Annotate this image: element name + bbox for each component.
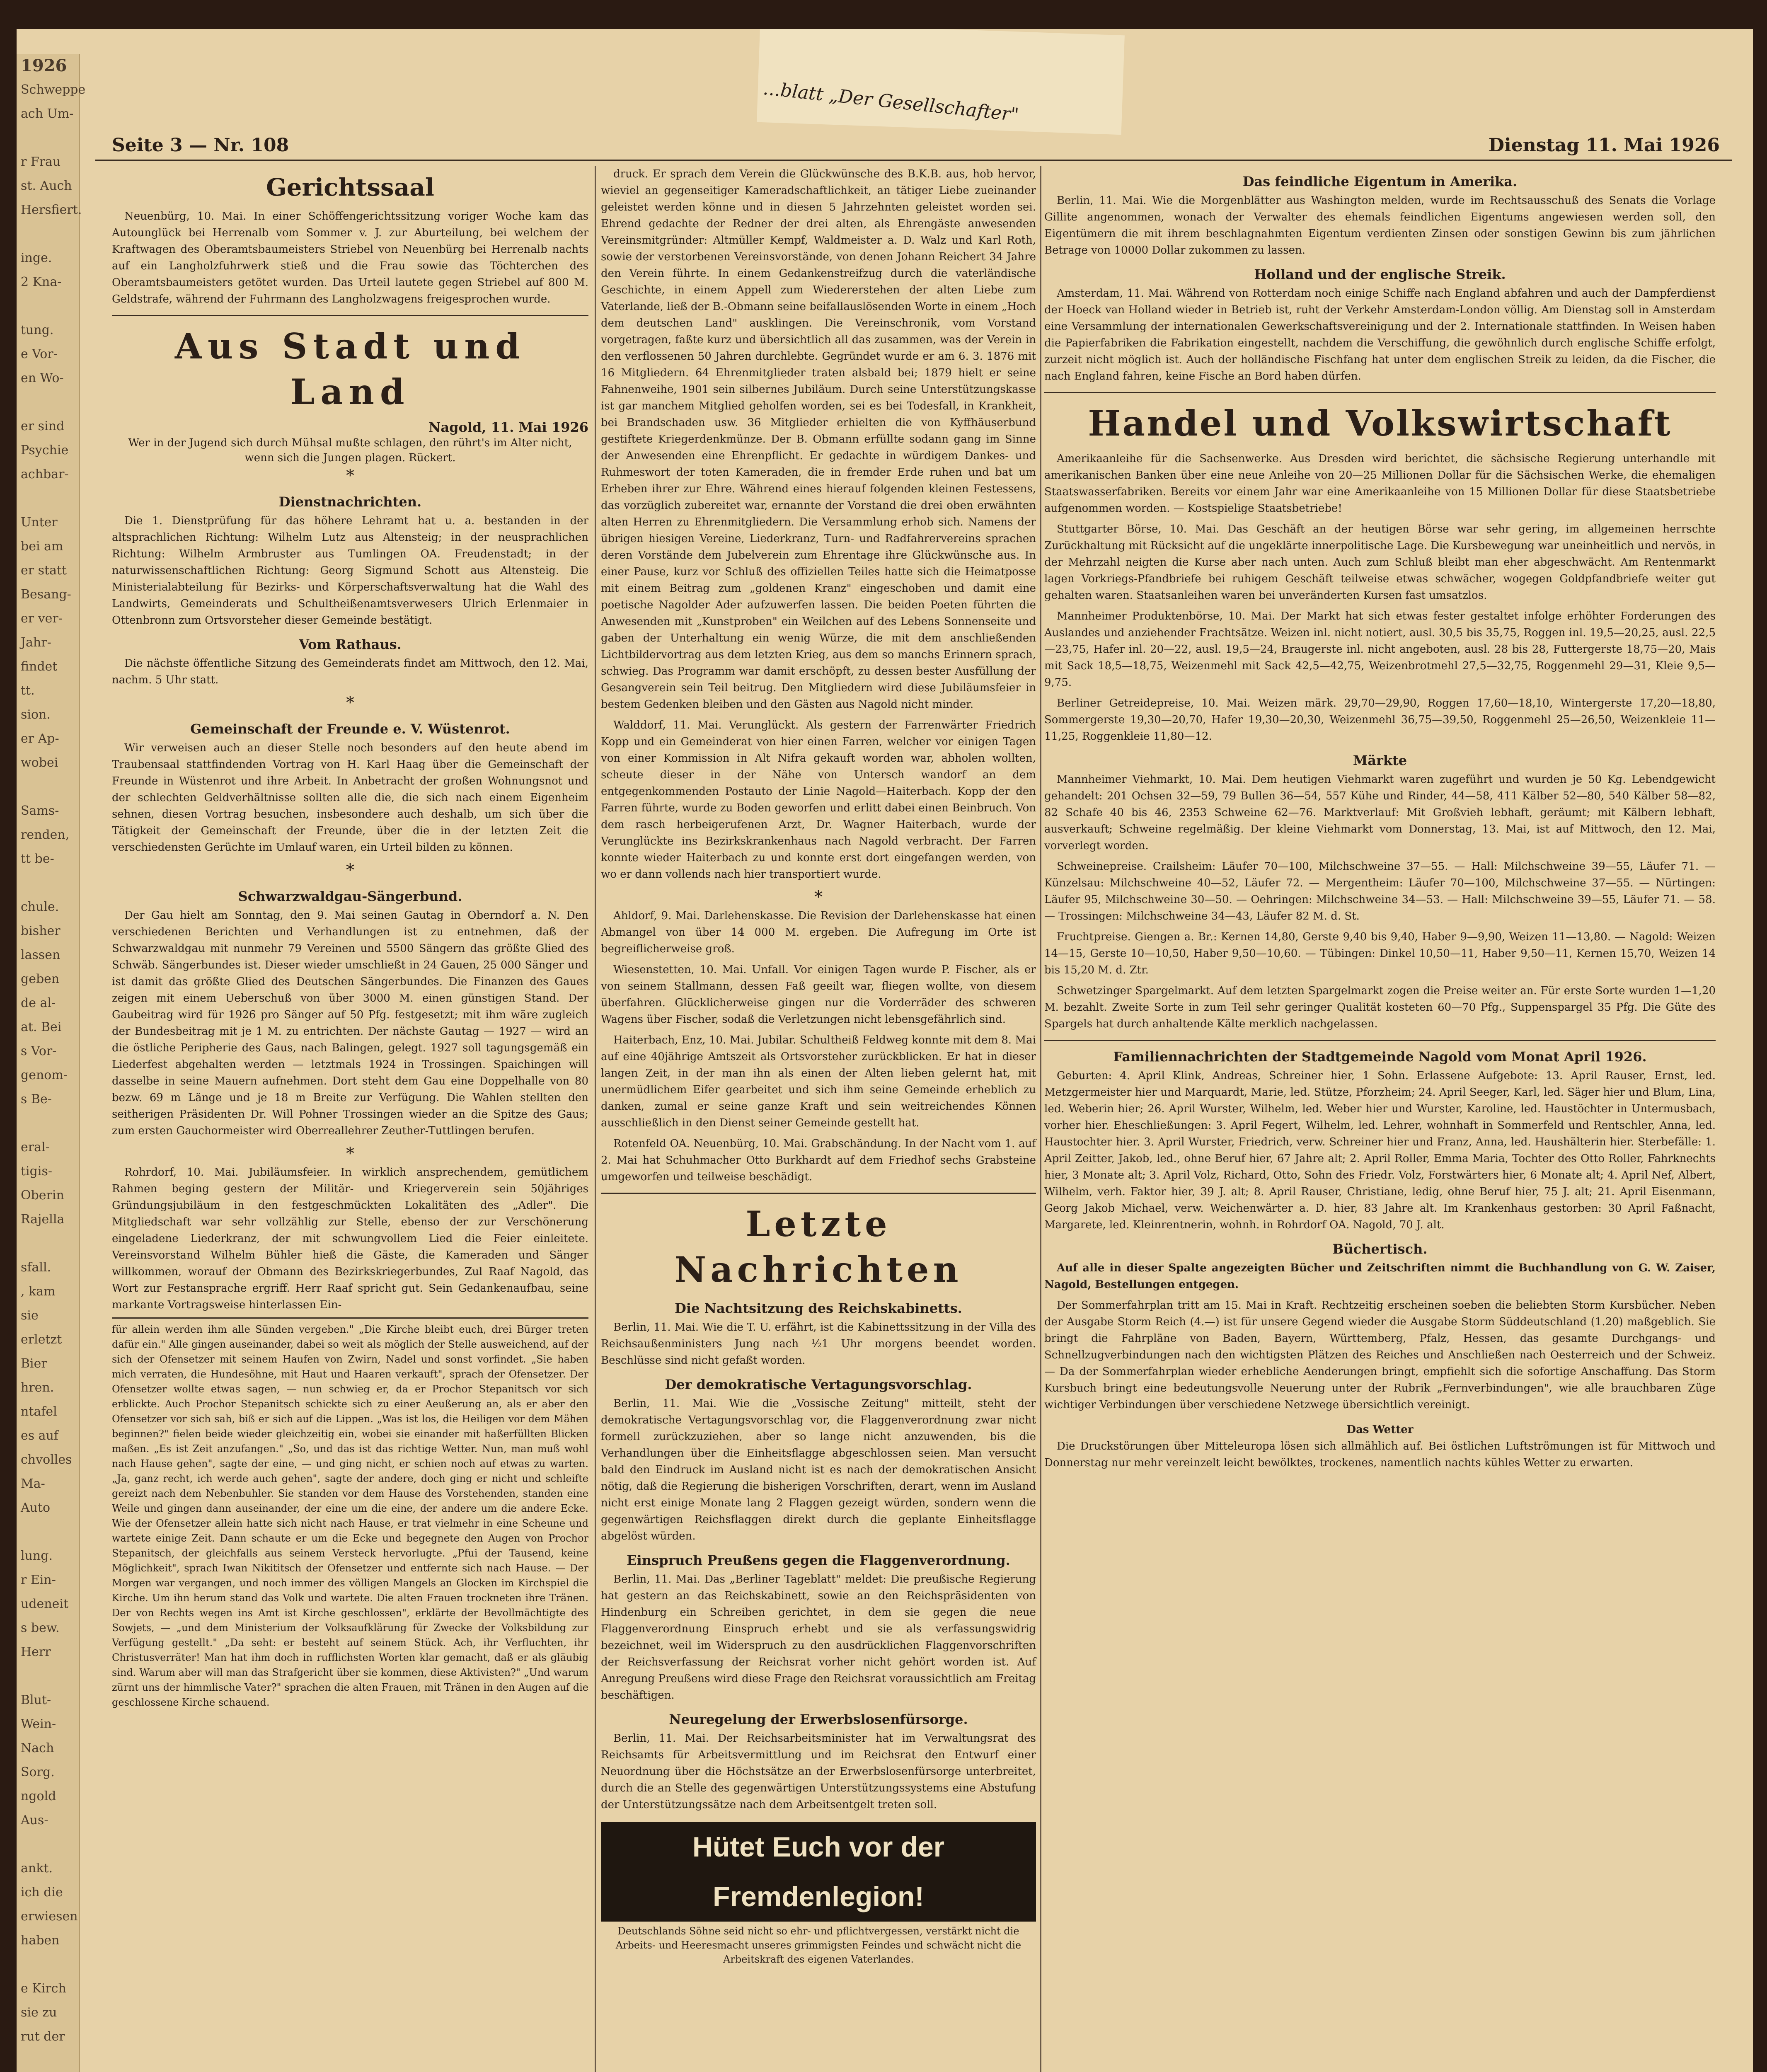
column-rule [1040,166,1041,2072]
article-text: Mannheimer Produktenbörse, 10. Mai. Der Markt hat sich etwas fester gestaltet infolge erhöhter Forderungen des Auslandes und anziehender Frachtsätze. Weizen inl. nicht notiert, ausl. 30,5 bis 35,75, Roggen inl. 19,5—20,25, ausl. 22,5—23,75, Hafer inl. 20—22, ausl. 19,5—24, Braugerste inl. nicht angeboten, ausl. 28 bis 28, Futtergerste 18,75—20, Mais mit Sack 18,5—18,75, Weizenmehl mit Sack 42,5—42,75, Weizenbrotmehl 27,5—32,75, Roggenmehl 29—31, Kleie 9,5—9,75. [1044,610,1716,689]
strip-line [21,1664,79,1688]
separator-star: * [346,693,354,712]
strip-line: chvolles [21,1452,72,1467]
strip-line: er statt [21,563,67,578]
strip-line: Unter [21,515,58,530]
strip-line: sfall. [21,1260,51,1275]
strip-line: Aus- [21,1813,48,1828]
strip-line: Auto [21,1501,51,1515]
strip-line: Ma- [21,1477,45,1491]
banner-text: Deutschlands Söhne seid nicht so ehr- und pflichtvergessen, verstärkt nicht die Arbeits- und Heeresmacht unseres grimmigsten Feindes und schwächt nicht die Arbeitskraft des eigenen Vaterlandes. [615,1925,1021,1965]
article-text: Neuenbürg, 10. Mai. In einer Schöffengerichtssitzung voriger Woche kam das Autounglück bei Herrenalb vom Sommer v. J. zur Aburteilung, bei welchem der Kraftwagen des Oberamtsbaumeisters Striebel von Neuenbürg bei Herrenalb nachts auf ein Langholzfuhrwerk stieß und die Frau sowie das Töchterchen des Oberamtsbaumeisters getötet wurden. Das Urteil lautete gegen Striebel auf 800 M. Geldstrafe, während der Fuhrmann des Langholzwagens freigesprochen wurde. [112,210,588,305]
strip-line: genom- [21,1068,68,1082]
strip-line: Jahr- [21,635,51,650]
strip-line [21,294,79,318]
strip-line: er ver- [21,611,63,626]
strip-line: Oberin [21,1188,64,1203]
article-text: Ahldorf, 9. Mai. Darlehenskasse. Die Revision der Darlehenskasse hat einen Abmangel von über 14 000 M. ergeben. Die Aufregung im Orte ist begreiflicherweise groß. [601,910,1036,955]
strip-line: sie [21,1308,39,1323]
headline: Büchertisch. [1332,1241,1428,1257]
strip-line: erletzt [21,1332,62,1347]
divider [1044,1040,1716,1041]
headline: Einspruch Preußens gegen die Flaggenverordnung. [627,1552,1010,1568]
headline: Vom Rathaus. [299,637,402,652]
section-title-gerichtssaal: Gerichtssaal [266,173,434,201]
strip-line: erwiesen [21,1909,78,1924]
headline: Gemeinschaft der Freunde e. V. Wüstenrot. [190,721,510,737]
article-text: Wiesenstetten, 10. Mai. Unfall. Vor einigen Tagen wurde P. Fischer, als er von seinem Stallmann, dessen Faß geeilt war, fliegen wollte, von diesem überfahren. Glücklicherweise gingen nur die Vorderräder des schweren Wagens über Fischer, sodaß die Verletzungen nicht lebensgefährlich sind. [601,963,1036,1026]
article-text: Stuttgarter Börse, 10. Mai. Das Geschäft an der heutigen Börse war sehr gering, im allgemeinen herrschte Zurückhaltung mit Rücksicht auf die ungeklärte innerpolitische Lage. Die Kursbewegung war uneinheitlich und nervös, in der Mehrzahl neigten die Kurse aber nach unten. Auch zum Schluß bleibt man eher abgeschwächt. Am Rentenmarkt lagen Vorkriegs-Pfandbriefe bei ruhigem Geschäft teilweise etwas schwächer, wogegen Goldpfandbriefe weiter gut gehalten waren. Staatsanleihen waren bei unveränderten Kursen fast umsatzlos. [1044,523,1716,602]
serial-story: für allein werden ihm alle Sünden vergeben." „Die Kirche bleibt euch, drei Bürger treten dafür ein." Alle gingen auseinander, dabei so weit als möglich der Stelle ausweichend, auf der sich der Ofensetzer mit seinem Haufen von Zwirn, Nadel und sonst vorfindet. „Sie haben mich verraten, die Hundesöhne, mit Haut und Haaren verkauft", sprach der Ofensetzer. Der Ofensetzer wollte etwas sagen, — nun schwieg er, da er Prochor Stepanitsch vor sich erblickte. Auch Prochor Stepanitsch schickte sich zu einer Aeußerung an, als er aber den Ofensetzer vor sich sah, biß er sich auf die Lippen. „Was ist los, die Heiligen vor dem Mähen beginnen?" fielen beide wieder gleichzeitig ein, wobei sie einander mit haßerfüllten Blicken maßen. „Es ist Zeit anzufangen." „So, und das ist das richtige Wetter. Nun, man muß wohl nach Hause gehen", sagte der eine, — und ging nicht, er schien noch auf etwas zu warten. „Ja, ganz recht, ich werde auch gehen", sagte der andere, doch ging er nicht und schleifte gereizt nach dem Nebenbuhler. Sie standen vor dem Hause des Vorstehenden, standen eine Weile und gingen dann auseinander, der eine um die eine, der andere um die andere Ecke. Wie der Ofensetzer allein hatte sich nicht nach Hause, er trat vielmehr in eine Scheune und wartete einige Zeit. Dann schaute er um die Ecke und begegnete den Augen von Prochor Stepanitsch, der gleichfalls aus seinem Versteck hervorlugte. „Pfui der Tausend, keine Möglichkeit", sprach Iwan Nikititsch der Ofensetzer und entfernte sich nach Hause. — Der Morgen war vergangen, und noch immer des völligen Mangels an Glocken im Kirchspiel die Kirche. Um ihn herum stand das Volk und wartete. Die alten Frauen trockneten ihre Tränen. Der von Rechts wegen ins Amt ist Kirche geschlossen", erklärte der Bevollmächtigte des Sowjets, — „und dem Ministerium der Volksaufklärung für Zwecke der Volksbildung zur Verfügung gestellt." „Da seht: er besteht auf seinem Stück. Ach, ihr Verfluchten, ihr Christusverräter! Man hat ihm doch in rufflichsten Worten klar gemacht, daß er als gläubig sind. Warum aber will man das Strafgericht über sie kommen, diese Aktivisten?" „Und warum zürnt uns der himmlische Vater?" sprachen die alten Frauen, mit Tränen in den Augen auf die geschlossene Kirche schauend. [112,1317,588,1710]
strip-line: e Vor- [21,347,58,361]
strip-line [21,1953,79,1977]
article-text: Berlin, 11. Mai. Der Reichsarbeitsminister hat im Verwaltungsrat des Reichsamts für Arbeitsvermittlung und im Reichsrat den Entwurf einer Neuordnung über die Höchstsätze an der Erwerbslosenfürsorge unterbreitet, durch die an Stelle des gegenwärtigen Unterstützungssystems eine Abstufung der Unterstützungssätze nach dem Arbeitsentgelt treten soll. [601,1732,1036,1811]
article-text: Die Druckstörungen über Mitteleuropa lösen sich allmählich auf. Bei östlichen Luftströmungen ist für Mittwoch und Donnerstag nur mehr vereinzelt leicht bewölktes, trockenes, namentlich nachts kühles Wetter zu erwarten. [1044,1440,1716,1469]
section-title-letzte: Letzte Nachrichten [674,1203,963,1290]
article-text: Schwetzinger Spargelmarkt. Auf dem letzten Spargelmarkt zogen die Preise weiter an. Für erste Sorte wurden 1—1,20 M. bezahlt. Zweite Sorte in zum Teil sehr geringer Qualität kosteten 60—70 Pfg., Suppenspargel 35 Pfg. Die Güte des Spargels hat durch anhaltende Kälte merklich nachgelassen. [1044,985,1716,1030]
strip-line [21,390,79,414]
strip-line: er sind [21,419,65,433]
column-2 [601,166,1036,1966]
article-text: Haiterbach, Enz, 10. Mai. Jubilar. Schultheiß Feldweg konnte mit dem 8. Mai auf eine 40jährige Amtszeit als Ortsvorsteher zurückblicken. Er hat in dieser langen Zeit, in der man ihn als einen der Alten lieben gelernt hat, mit unermüdlichem Eifer gearbeitet und sich ihm seine Gemeinde erheblich zu danken, zumal er seine ganze Kraft und sein weitreichendes Können ausschließlich in den Dienst seiner Gemeinde gestellt hat. [601,1034,1036,1129]
article-text: Schweinepreise. Crailsheim: Läufer 70—100, Milchschweine 37—55. — Hall: Milchschweine 39—55, Läufer 71. — Künzelsau: Milchschweine 40—52, Läufer 72. — Mergentheim: Läufer 70—100, Milchschweine 37—55. — Nürtingen: Läufer 95, Milchschweine 30—50. — Oehringen: Milchschweine 34—53. — Hall: Milchschweine 39—55, Läufer 71. — 58. — Trossingen: Milchschweine 34—43, Läufer 82 M. d. St. [1044,860,1716,922]
strip-line [21,1232,79,1256]
strip-line: Sams- [21,804,59,818]
strip-line: findet [21,659,58,674]
strip-line: r Frau [21,155,61,169]
adjacent-page-strip [17,54,86,2072]
page-date: Dienstag 11. Mai 1926 [1488,135,1720,156]
strip-line: ngold [21,1789,56,1803]
headline: Die Nachtsitzung des Reichskabinetts. [675,1300,962,1316]
strip-line: lung. [21,1549,53,1563]
divider [1044,392,1716,393]
article-note: Auf alle in dieser Spalte angezeigten Bücher und Zeitschriften nimmt die Buchhandlung von G. W. Zaiser, Nagold, Bestellungen entgegen. [1044,1262,1716,1291]
strip-line [21,1832,79,1857]
column-3 [1044,166,1716,1475]
strip-line [21,126,79,150]
separator-star: * [346,861,354,880]
article-text: Wir verweisen auch an dieser Stelle noch besonders auf den heute abend im Traubensaal stattfindenden Vortrag von H. Karl Haag über die Gemeinschaft der Freunde in Wüstenrot und ihre Arbeit. In Anbetracht der großen Wohnungsnot und der schlechten Geldverhältnisse sollten alle die, die sich nach einem Eigenheim sehnen, diesen Vortrag besuchen, insbesondere auch deshalb, um sich über die Tätigkeit der Gemeinschaft der Freunde, über die in der letzten Zeit die verschiedensten Gerüchte im Umlauf waren, ein Urteil bilden zu können. [112,742,588,854]
strip-line: udeneit [21,1597,69,1611]
strip-line: st. Auch [21,179,72,193]
article-text: Geburten: 4. April Klink, Andreas, Schreiner hier, 1 Sohn. Erlassene Aufgebote: 13. April Rauser, Ernst, led. Metzgermeister hier und Marquardt, Marie, led. Stütze, Pforzheim; 24. April Seeger, Karl, led. Säger hier und Blum, Lina, led. Weberin hier; 26. April Wurster, Wilhelm, led. Weber hier und Wurster, Karoline, led. Haustöchter in Untermusbach, vorher hier. Eheschließungen: 3. April Fegert, Wilhelm, led. Lehrer, wohnhaft in Sommerfeld und Rentschler, Anna, led. Haustochter hier. 3. April Wurster, Friedrich, verw. Schreiner hier und Franz, Anna, led. Haushälterin hier. Sterbefälle: 1. April Zeitter, Jakob, led., ohne Beruf hier, 67 Jahre alt; 2. April Roller, Emma Maria, Tochter des Otto Roller, Fahrknechts hier, 3 Monate alt; 3. April Volz, Richard, Otto, Sohn des Friedr. Volz, Forstwärters hier, 6 Monate alt; 4. April Nef, Albert, Wilhelm, verh. Faktor hier, 39 J. alt; 8. April Rauser, Christiane, ledig, ohne Beruf hier, 75 J. alt; 21. April Eisenmann, Georg Jakob Michael, verw. Weichenwärter a. D. hier, 83 Jahre alt. Im Krankenhaus gestorben: 30 April Faßnacht, Margarete, led. Kleinrentnerin, wohnh. in Rohrdorf OA. Nagold, 70 J. alt. [1044,1070,1716,1231]
motto: Wer in der Jugend sich durch Mühsal mußte schlagen, den rührt's im Alter nicht, wenn sich die Jungen plagen. Rückert. [128,437,572,464]
separator-star: * [814,888,823,907]
masthead-tab-paper [757,29,1125,135]
divider [112,315,588,316]
strip-line: , kam [21,1284,56,1299]
page-header [95,135,1732,161]
strip-line: at. Bei [21,1020,62,1034]
divider [601,1193,1036,1194]
headline: Das Wetter [1346,1423,1414,1436]
strip-line: en Wo- [21,371,64,385]
strip-line [21,487,79,511]
strip-line: chule. [21,900,59,914]
page-label: Seite 3 — Nr. 108 [112,135,289,156]
strip-line: e Kirch [21,1981,66,1996]
newspaper-page [17,29,1753,2072]
strip-line: wobei [21,755,58,770]
strip-line: bei am [21,539,63,554]
dateline: Nagold, 11. Mai 1926 [428,419,588,435]
strip-line: Hersfiert. [21,203,82,217]
column-rule [595,166,596,2072]
strip-line: Psychie [21,443,69,457]
article-text: Fruchtpreise. Giengen a. Br.: Kernen 14,80, Gerste 9,40 bis 9,40, Haber 9—9,90, Weizen 11—13,80. — Nagold: Weizen 14—15, Gerste 10—10,50, Haber 9,50—10,60. — Tübingen: Dinkel 10,50—11, Haber 9,50—11, Kernen 15,70, Weizen 14 bis 15,20 M. d. Ztr. [1044,931,1716,976]
strip-line: bisher [21,924,61,938]
article-text: Amsterdam, 11. Mai. Während von Rotterdam noch einige Schiffe nach England abfahren und auch der Dampferdienst der Hoeck van Holland wieder in Betrieb ist, ruht der Verkehr Amsterdam-London völlig. Am Dienstag soll in Amsterdam eine Versammlung der internationalen Gewerkschaftsvereinigung und der 2. Internationale stattfinden. In Weisen haben die Papierfabriken die Fabrikation eingestellt, nachdem die Verschiffung, die gewöhnlich durch englische Schiffe erfolgt, zurzeit nicht möglich ist. Auch der holländische Fischfang hat unter dem englischen Streik zu leiden, da die Fischer, die nach England fahren, keine Fische an Bord haben dürfen. [1044,287,1716,382]
strip-line: ich die [21,1885,63,1900]
strip-line: eral- [21,1140,50,1155]
strip-line: geben [21,972,60,986]
strip-line: sion. [21,707,51,722]
article-text: Die 1. Dienstprüfung für das höhere Lehramt hat u. a. bestanden in der altsprachlichen Richtung: Wilhelm Lutz aus Altensteig; in der neusprachlichen Richtung: Wilhelm Armbruster aus Tumlingen OA. Freudenstadt; in der naturwissenschaftlichen Richtung: Georg Sigmund Schott aus Altensteig. Die Ministerialabteilung für Bezirks- und Körperschaftsverwaltung hat die Wahl des Landwirts, Gemeinderats und Schultheißenamtsverwesers Ulrich Erlenmaier in Ottenbronn zum Ortsvorsteher dieser Gemeinde bestätigt. [112,515,588,627]
strip-line: s Vor- [21,1044,57,1058]
strip-line: Rajella [21,1212,65,1227]
strip-line: lassen [21,948,61,962]
strip-line: Besang- [21,587,71,602]
strip-lines [21,78,86,2072]
strip-line [21,1520,79,1544]
headline: Neuregelung der Erwerbslosenfürsorge. [669,1711,968,1727]
strip-line: es auf [21,1428,58,1443]
strip-line: Blut- [21,1693,51,1707]
strip-line: ntafel [21,1404,57,1419]
strip-line: Sorg. [21,1765,55,1779]
article-text: Der Gau hielt am Sonntag, den 9. Mai seinen Gautag in Oberndorf a. N. Den verschiedenen Berichten und Verhandlungen ist zu entnehmen, daß der Schwarzwaldgau mit nunmehr 79 Vereinen und 5500 Sängern das größte Glied des Schwäb. Sängerbundes ist. Dieser wieder umschließt in 24 Gauen, 25 000 Sänger und ist damit das größte Glied des Deutschen Sängerbundes. Die Finanzen des Gaues zeigen mit einem Ueberschuß von über 3000 M. einen günstigen Stand. Der Gaubeitrag wird für 1926 pro Sänger auf 50 Pfg. festgesetzt; mit ihm wäre zugleich der Bundesbeitrag mit je 1 M. zu entrichten. Der nächste Gautag — 1927 — wird an die östliche Peripherie des Gaus, nach Balingen, gelegt. 1927 soll tagungsgemäß ein Liederfest abgehalten werden — letztmals 1924 in Trossingen. Spaichingen will dasselbe in seine Mauern aufnehmen. Dort steht dem Gau eine Doppelhalle von 80 bezw. 69 m Länge und je 18 m Breite zur Verfügung. Die Wahlen stellten den seitherigen Präsidenten Dr. Will Pohner Trossingen wieder an die Spitze des Gaus; zum ersten Gauchormeister wird Oberreallehrer Zeuther-Tuttlingen berufen. [112,909,588,1137]
headline: Familiennachrichten der Stadtgemeinde Nagold vom Monat April 1926. [1113,1049,1647,1065]
headline: Das feindliche Eigentum in Amerika. [1242,174,1518,189]
strip-line: s Be- [21,1092,52,1106]
strip-line: ankt. [21,1861,53,1876]
strip-line: inge. [21,251,52,265]
article-text: Berliner Getreidepreise, 10. Mai. Weizen märk. 29,70—29,90, Roggen 17,60—18,10, Wintergerste 17,20—18,80, Sommergerste 19,30—20,70, Hafer 19,30—20,30, Weizenmehl 36,75—39,50, Roggenmehl 25—26,50, Weizenkleie 11—11,25, Roggenkleie 11,80—12. [1044,697,1716,743]
fremdenlegion-banner: Hütet Euch vor der Fremdenlegion! [601,1822,1036,1922]
strip-line: er Ap- [21,731,59,746]
headline: Dienstnachrichten. [278,494,422,510]
strip-line: renden, [21,828,70,842]
strip-line: Herr [21,1645,51,1659]
strip-line: tt be- [21,852,54,866]
headline: Märkte [1353,753,1407,768]
article-text: Berlin, 11. Mai. Wie die Morgenblätter aus Washington melden, wurde im Rechtsausschuß des Senats die Vorlage Gillite angenommen, wonach der Verwalter des ehemals feindlichen Eigentums angewiesen werden soll, den Eigentümern die mit ihrem beschlagnahmten Eigentum verdienten Zinsen oder sonstigen Gewinn bis zum jährlichen Betrage von 10000 Dollar zukommen zu lassen. [1044,194,1716,257]
strip-line: r Ein- [21,1573,56,1587]
strip-line: Wein- [21,1717,56,1731]
headline: Schwarzwaldgau-Sängerbund. [238,888,462,904]
article-text: Berlin, 11. Mai. Wie die T. U. erfährt, ist die Kabinettssitzung in der Villa des Reichsaußenministers Jung nach ½1 Uhr morgens beendet worden. Beschlüsse sind nicht gefaßt worden. [601,1321,1036,1367]
article-text: Mannheimer Viehmarkt, 10. Mai. Dem heutigen Viehmarkt waren zugeführt und wurden je 50 Kg. Lebendgewicht gehandelt: 201 Ochsen 32—59, 79 Bullen 36—54, 557 Kühe und Rinder, 44—58, 411 Kälber 52—80, 540 Kälber 58—82, 82 Schafe 40 bis 46, 2353 Schweine 62—76. Marktverlauf: Mit Großvieh lebhaft, geräumt; mit Kälbern lebhaft, ausverkauft; Schweine regelmäßig. Der kleine Viehmarkt vom Donnerstag, 13. Mai, ist auf Mittwoch, den 12. Mai, vorverlegt worden. [1044,773,1716,852]
column-1 [112,166,588,1710]
separator-star: * [346,466,354,485]
article-text: Rohrdorf, 10. Mai. Jubiläumsfeier. In wirklich ansprechendem, gemütlichem Rahmen beging gestern der Militär- und Kriegerverein sein 50jähriges Gründungsjubiläum in den festgeschmückten Lokalitäten des „Adler". Die Mitgliedschaft war sehr vollzählig zur Stelle, ebenso der zur Verschönerung eingeladene Liederkranz, der mit schwungvollem Lied die Feier einleitete. Vereinsvorstand Wilhelm Bühler hieß die Gäste, die Kameraden und Sänger willkommen, worauf der Obmann des Bezirkskriegerbundes, Zul Raaf Nagold, das Wort zur Festansprache ergriff. Herr Raaf spricht gut. Sein Gedankenaufbau, seine markante Vortragsweise hinterlassen Ein- [112,1166,588,1311]
strip-line: tigis- [21,1164,52,1179]
strip-line: 2 Kna- [21,275,62,289]
strip-line: achbar- [21,467,69,482]
strip-line [21,2049,79,2072]
article-text: Der Sommerfahrplan tritt am 15. Mai in Kraft. Rechtzeitig erscheinen soeben die beliebten Storm Kursbücher. Neben der Ausgabe Storm Reich (4.—) ist für unsere Gegend wieder die Ausgabe Storm Süddeutschland (1.20) maßgeblich. Sie bringt die Fahrpläne von Baden, Bayern, Württemberg, Pfalz, Hessen, das gesamte Durchgangs- und Schnellzugverbindungen nach den wichtigsten Plätzen des Reiches und Anschließen nach Oesterreich und der Schweiz. — Da der Sommerfahrplan wieder erhebliche Aenderungen bringt, empfiehlt sich die sofortige Anschaffung. Das Storm Kursbuch bringt eine bedeutungsvolle Neuerung unter der Rubrik „Fernverbindungen", wie alle brauchbaren Züge wichtiger Verbindungen über verschiedene Netzwege übersichtlich vereinigt. [1044,1299,1716,1411]
masthead-tab-text: ...blatt „Der Gesellschafter" [762,77,1020,126]
article-text: Walddorf, 11. Mai. Verunglückt. Als gestern der Farrenwärter Friedrich Kopp und ein Gemeinderat von hier einen Farren, welcher vor einigen Tagen von einer Kommission in Alt Nifra gekauft worden war, abholen wollten, scheute dieser in der Nähe von Untersch wandorf an dem entgegenkommenden Postauto der Linie Nagold—Haiterbach. Kopp der den Farren führte, wurde zu Boden geworfen und erlitt dabei einen Beinbruch. Von dem rasch herbeigerufenen Arzt, Dr. Wagner Haiterbach, wurde der Verunglückte ins Bezirkskrankenhaus nach Nagold verbracht. Der Farren konnte wieder Haiterbach zu und konnte erst dort eingefangen werden, von wo er dann vollends nach hier transportiert wurde. [601,719,1036,881]
article-text: druck. Er sprach dem Verein die Glückwünsche des B.K.B. aus, hob hervor, wieviel an gegenseitiger Kameradschaftlichkeit, an tätiger Liebe zueinander geleistet werden könne und in diesen 5 Jahrzehnten geleistet worden sei. Ehrend gedachte der Redner der drei alten, als Ehrengäste anwesenden Vereinsmitgründer: Altmüller Kempf, Waldmeister a. D. Walz und Karl Roth, sowie der verstorbenen Vereinsvorstände, von denen Johann Reichert 34 Jahre den Verein führte. In einem Gedankenstreifzug durch die vaterländische Geschichte, in einem Appell zum Wiedererstehen der alten Liebe zum Vaterlande, ließ der B.-Obmann seine beifallauslösenden Worte in einem „Hoch dem deutschen Land" ausklingen. Die Vereinschronik, vom Vorstand vorgetragen, faßte kurz und übersichtlich all das zusammen, was der Verein in den verflossenen 50 Jahren durchlebte. Gegründet wurde er am 6. 3. 1876 mit 16 Mitgliedern. 64 Ehrenmitglieder traten alsbald bei; 1879 hielt er seine Fahnenweihe, 1901 sein silbernes Jubiläum. Durch seine Unterstützungskasse ist gar manchem Mitglied geholfen worden, sei es bei Todesfall, in Krankheit, bei Brandschaden usw. 36 Mitglieder erhielten die von Kyffhäuserbund gestiftete Kriegerdenkmünze. Der B. Obmann erfüllte sodann gang im Sinne der Anwesenden eine Ehrenpflicht. Er gedachte in würdigem Dankes- und Ruhmeswort der toten Kameraden, die in fremder Erde ruhen und bat um Erheben ihrer zur Ehre. Während eines hierauf folgenden kleinen Festessens, das vorzüglich zubereitet war, ernannte der Vorstand die drei oben erwähnten alten Herren zu Ehrenmitgliedern. Die Versammlung erhob sich. Namens der übrigen hiesigen Vereine, Liederkranz, Turn- und Radfahrervereins sprachen deren Vorstände dem Jubelverein zum Ehrentage ihre Glückwünsche aus. In einer Pause, kurz vor Schluß des offiziellen Teiles hatte sich die Heimatposse mit einem Beitrag zum „goldenen Kranz" eingeschoben und damit eine poetische Nagolder Ader aufzuwerfen lassen. Die beiden Poeten führten die Anwesenden mit „Kunstproben" ein Weilchen auf des Lebens Sonnenseite und gaben der Unterhaltung ein wenig Würze, die mit dem anschließenden Lichtbildervortrag aus dem letzten Krieg, aus dem so manchs Erinnern sprach, schwieg. Das Programm war damit erschöpft, zu dessen bester Ausfüllung der Gesangverein sein Teil beitrug. Den Mitgliedern wird diese Jubiläumsfeier in bestem Gedenken bleiben und den Gästen aus Nagold nicht minder. [601,168,1036,711]
strip-line [21,871,79,895]
strip-line: ach Um- [21,107,74,121]
strip-line: sie zu [21,2005,57,2020]
strip-line: rut der [21,2029,65,2044]
strip-line [21,775,79,799]
headline: Der demokratische Vertagungsvorschlag. [665,1377,972,1392]
article-text: Rotenfeld OA. Neuenbürg, 10. Mai. Grabschändung. In der Nacht vom 1. auf 2. Mai hat Schuhmacher Otto Burkhardt auf dem Friedhof sechs Grabsteine umgeworfen und teilweise beschädigt. [601,1138,1036,1183]
strip-line: s bew. [21,1621,60,1635]
article-text: Berlin, 11. Mai. Das „Berliner Tageblatt" meldet: Die preußische Regierung hat gestern an das Reichskabinett, sowie an den Reichspräsidenten von Hindenburg ein Schreiben gerichtet, in dem sie gegen die neue Flaggenverordnung Einspruch erhebt und sie als verfassungswidrig bezeichnet, weil im Widerspruch zu den ausdrücklichen Flaggenvorschriften der Reichsverfassung der Reichsrat vorher nicht gehört worden ist. Auf Anregung Preußens wird diese Frage den Reichsrat voraussichtlich am Freitag beschäftigen. [601,1573,1036,1702]
separator-star: * [346,1144,354,1163]
strip-line: haben [21,1933,60,1948]
strip-year: 1926 [21,56,67,75]
article-text: Amerikaanleihe für die Sachsenwerke. Aus Dresden wird berichtet, die sächsische Regierung unterhandle mit amerikanischen Banken über eine neue Anleihe von 20—25 Millionen Dollar für die Sächsischen Werke, die ehemaligen Staatswasserfabriken. Bereits vor einem Jahr war eine Amerikaanleihe von 15 Millionen Dollar für diese Staatsbetriebe aufgenommen worden. — Kostspielige Staatsbetriebe! [1044,453,1716,515]
strip-line: Schweppe [21,82,86,97]
strip-line [21,1111,79,1135]
strip-line [21,222,79,246]
article-text: Berlin, 11. Mai. Wie die „Vossische Zeitung" mitteilt, steht der demokratische Vertagungsvorschlag vor, die Flaggenverordnung zwar nicht formell zurückzuziehen, aber so lange nicht anzuwenden, bis die Verhandlungen über die Einheitsflagge abgeschlossen seien. Man versucht bald den Eindruck im Ausland nicht ist es nach der demokratischen Ansicht nötig, daß die Regierung die bisherigen Vorschriften, derart, wenn im Ausland nicht erst einige Monate lang 2 Flaggen gezeigt würden, sondern wenn die gegenwärtigen Reichsflaggen direkt durch die geplante Einheitsflagge abgelöst würden. [601,1397,1036,1542]
strip-line: tung. [21,323,54,337]
strip-line: Bier [21,1356,47,1371]
article-text: Die nächste öffentliche Sitzung des Gemeinderats findet am Mittwoch, den 12. Mai, nachm. 5 Uhr statt. [112,657,588,686]
strip-line: de al- [21,996,56,1010]
strip-line: tt. [21,683,35,698]
strip-line: Nach [21,1741,54,1755]
section-title-aus-stadt: Aus Stadt und Land [174,326,526,412]
section-title-handel: Handel und Volkswirtschaft [1088,403,1672,444]
headline: Holland und der englische Streik. [1254,266,1506,282]
strip-line: hren. [21,1380,54,1395]
